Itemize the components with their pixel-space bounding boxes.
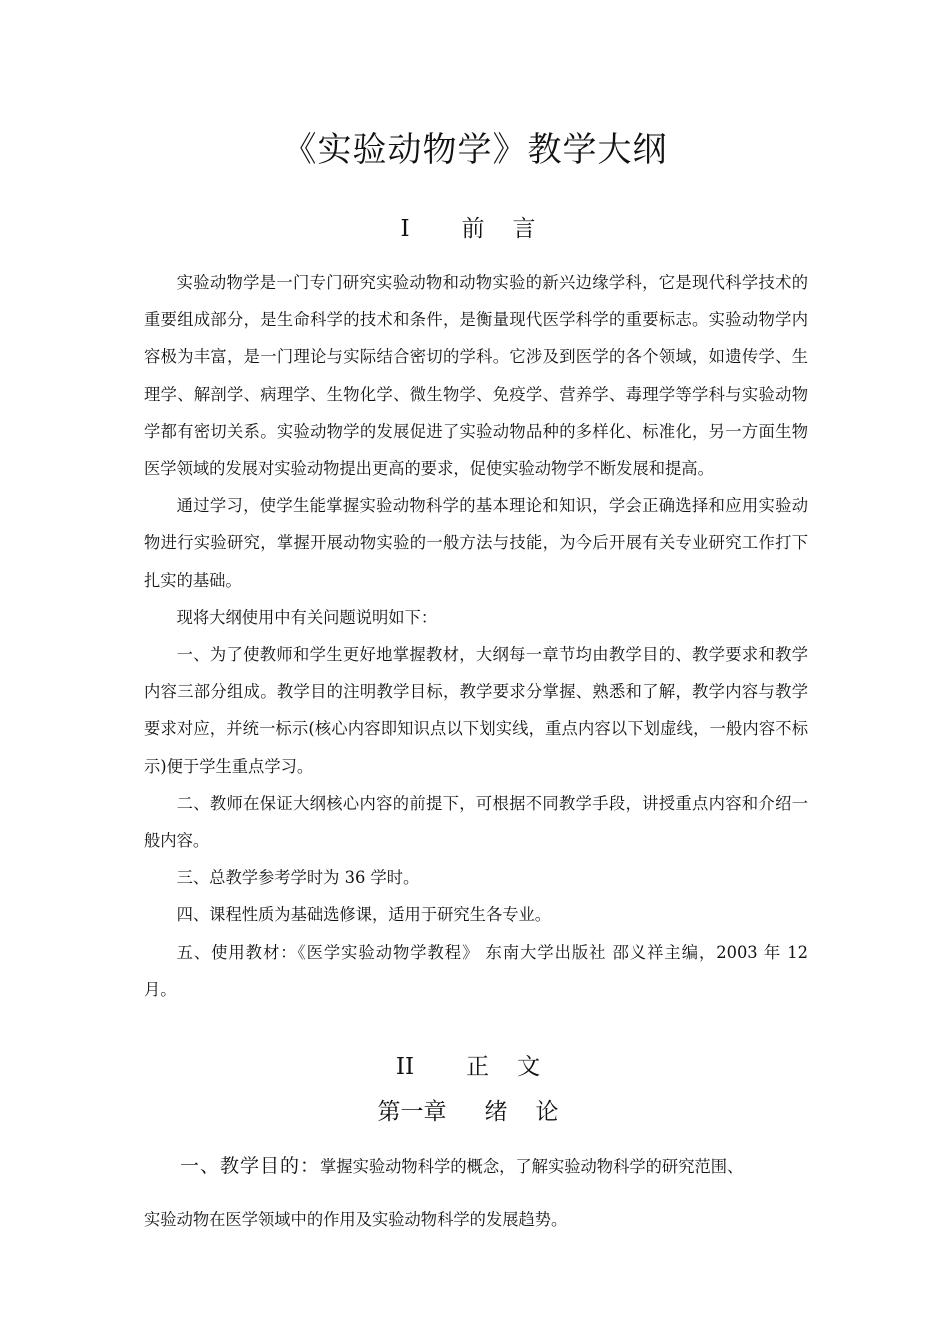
preface-paragraph: 五、使用教材：《医学实验动物学教程》 东南大学出版社 邵义祥主编，2003 年 12 月。 xyxy=(144,942,808,999)
objective-text-continued: 实验动物在医学领域中的作用及实验动物科学的发展趋势。 xyxy=(144,1210,568,1230)
chapter-word: 绪 xyxy=(484,1099,508,1125)
preface-paragraph: 实验动物学是一门专门研究实验动物和动物实验的新兴边缘学科，它是现代科学技术的重要组成部分，是生命科学的技术和条件，是衡量现代医学科学的重要标志。实验动物学内容极为丰富，是一门理论与实际结合密切的学科。它涉及到医学的各个领域，如遗传学、生理学、解剖学、病理学、生物化学、微生物学、免疫学、营养学、毒理学等学科与实验动物学都有密切关系。实验动物学的发展促进了实验动物品种的多样化、标准化，另一方面生物医学领域的发展对实验动物提出更高的要求，促使实验动物学不断发展和提高。 xyxy=(144,273,808,479)
section-heading-main-text xyxy=(0,1052,950,1082)
preface-paragraph: 二、教师在保证大纲核心内容的前提下，可根据不同教学手段，讲授重点内容和介绍一般内容。 xyxy=(144,793,808,851)
preface-paragraph: 现将大纲使用中有关问题说明如下： xyxy=(176,607,438,627)
preface-paragraph: 三、总教学参考学时为 36 学时。 xyxy=(176,868,420,888)
section-numeral: II xyxy=(395,1054,415,1080)
chapter-word: 论 xyxy=(535,1099,559,1125)
preface-paragraph: 通过学习，使学生能掌握实验动物科学的基本理论和知识，学会正确选择和应用实验动物进行实验研究，掌握开展动物实验的一般方法与技能，为今后开展有关专业研究工作打下扎实的基础。 xyxy=(144,496,808,590)
section-word: 文 xyxy=(517,1054,541,1080)
preface-body xyxy=(144,264,808,1008)
teaching-objective xyxy=(144,1148,808,1238)
preface-paragraph: 四、课程性质为基础选修课，适用于研究生各专业。 xyxy=(176,905,552,925)
section-word: 言 xyxy=(512,216,536,242)
section-heading-preface xyxy=(0,214,950,244)
objective-lead: 一、教学目的： xyxy=(180,1155,321,1177)
chapter-label: 第一章 xyxy=(377,1099,447,1125)
preface-paragraph: 一、为了使教师和学生更好地掌握教材，大纲每一章节均由教学目的、教学要求和教学内容三部分组成。教学目的注明教学目标，教学要求分掌握、熟悉和了解，教学内容与教学要求对应，并统一标示(核心内容即知识点以下划实线，重点内容以下划虚线，一般内容不标示)便于学生重点学习。 xyxy=(144,645,808,776)
section-numeral: Ⅰ xyxy=(400,216,410,242)
document-title: 《实验动物学》教学大纲 xyxy=(282,130,668,170)
chapter-heading xyxy=(0,1097,950,1127)
section-word: 正 xyxy=(466,1054,490,1080)
section-word: 前 xyxy=(461,216,485,242)
objective-text: 掌握实验动物科学的概念，了解实验动物科学的研究范围、 xyxy=(320,1157,744,1176)
